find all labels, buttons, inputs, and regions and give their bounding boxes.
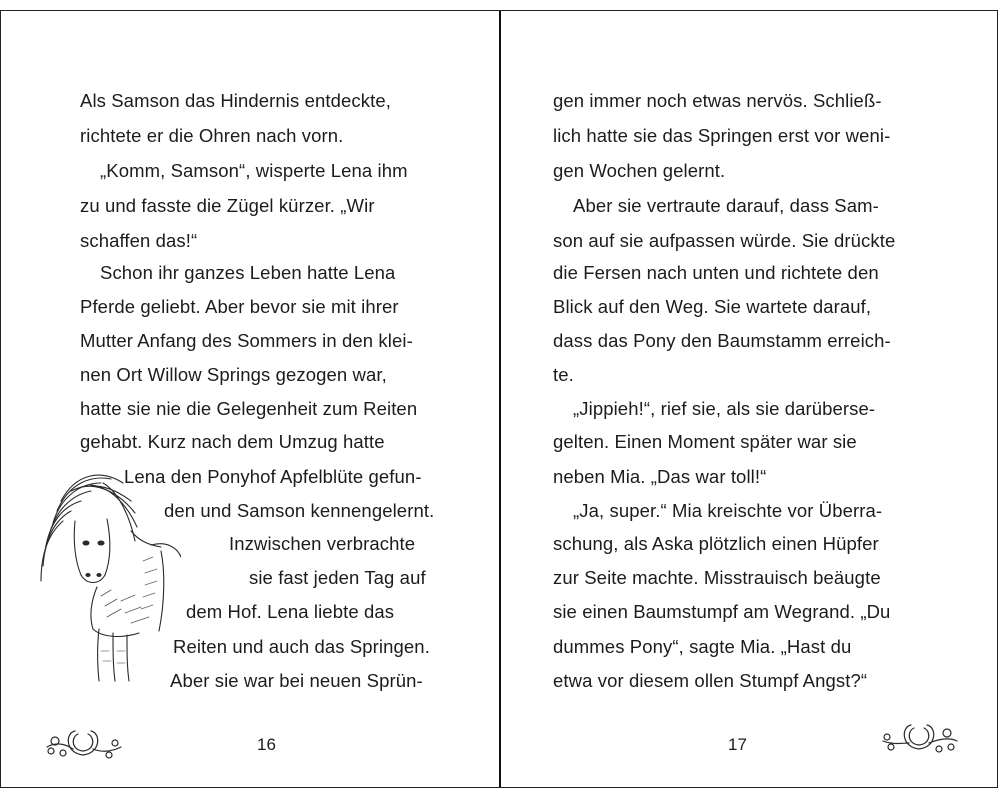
- left-text-line: Mutter Anfang des Sommers in den klei-: [80, 330, 413, 351]
- left-text-line: „Komm, Samson“, wisperte Lena ihm: [100, 160, 408, 181]
- right-text-line: „Jippieh!“, rief sie, als sie darüberse-: [573, 398, 876, 419]
- right-text-line: zur Seite machte. Misstrauisch beäugte: [553, 567, 881, 588]
- left-text-line: Aber sie war bei neuen Sprün-: [170, 670, 423, 691]
- right-text-line: son auf sie aufpassen würde. Sie drückte: [553, 230, 896, 251]
- left-text-line: sie fast jeden Tag auf: [249, 567, 426, 588]
- right-text-line: gelten. Einen Moment später war sie: [553, 431, 857, 452]
- left-text-line: Lena den Ponyhof Apfelblüte gefun-: [124, 466, 422, 487]
- right-text-line: sie einen Baumstumpf am Wegrand. „Du: [553, 601, 891, 622]
- book-spread: [0, 10, 998, 788]
- right-text-line: dummes Pony“, sagte Mia. „Hast du: [553, 636, 852, 657]
- pony-illustration: [31, 461, 181, 686]
- right-text-line: die Fersen nach unten und richtete den: [553, 262, 879, 283]
- left-text-line: Als Samson das Hindernis entdeckte,: [80, 90, 391, 111]
- horseshoe-flower-ornament: [879, 717, 959, 757]
- left-text-line: Schon ihr ganzes Leben hatte Lena: [100, 262, 396, 283]
- right-text-line: „Ja, super.“ Mia kreischte vor Überra-: [573, 500, 883, 521]
- left-text-line: zu und fasste die Zügel kürzer. „Wir: [80, 195, 375, 216]
- left-text-line: gehabt. Kurz nach dem Umzug hatte: [80, 431, 385, 452]
- left-text-line: den und Samson kennengelernt.: [164, 500, 435, 521]
- horseshoe-flower-ornament: [43, 723, 123, 763]
- right-page: [501, 11, 998, 787]
- left-text-line: Pferde geliebt. Aber bevor sie mit ihrer: [80, 296, 399, 317]
- page-number: 16: [257, 735, 276, 754]
- right-text-line: gen immer noch etwas nervös. Schließ-: [553, 90, 882, 111]
- left-text-line: richtete er die Ohren nach vorn.: [80, 125, 344, 146]
- left-text-line: Inzwischen verbrachte: [229, 533, 416, 554]
- left-text-line: dem Hof. Lena liebte das: [186, 601, 395, 622]
- right-text-line: neben Mia. „Das war toll!“: [553, 466, 767, 487]
- left-text-line: nen Ort Willow Springs gezogen war,: [80, 364, 387, 385]
- left-page: [1, 11, 499, 787]
- right-text-line: Blick auf den Weg. Sie wartete darauf,: [553, 296, 872, 317]
- right-text-line: dass das Pony den Baumstamm erreich-: [553, 330, 891, 351]
- right-text-line: Aber sie vertraute darauf, dass Sam-: [573, 195, 879, 216]
- right-text-line: etwa vor diesem ollen Stumpf Angst?“: [553, 670, 868, 691]
- right-text-line: te.: [553, 364, 574, 385]
- left-text-line: Reiten und auch das Springen.: [173, 636, 430, 657]
- right-text-line: gen Wochen gelernt.: [553, 160, 726, 181]
- right-text-line: lich hatte sie das Springen erst vor weni-: [553, 125, 891, 146]
- left-text-line: schaffen das!“: [80, 230, 198, 251]
- right-text-line: schung, als Aska plötzlich einen Hüpfer: [553, 533, 879, 554]
- page-number: 17: [728, 735, 747, 754]
- left-text-line: hatte sie nie die Gelegenheit zum Reiten: [80, 398, 418, 419]
